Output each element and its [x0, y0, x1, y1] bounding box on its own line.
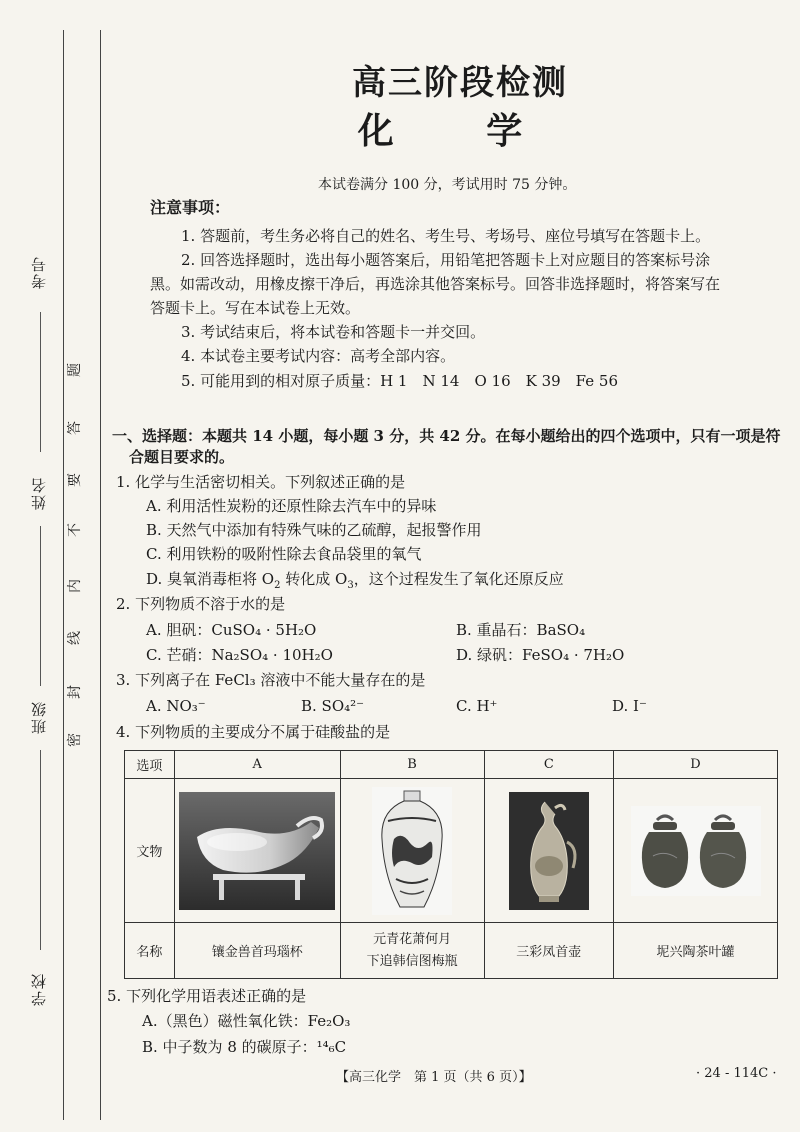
notice-line: 2. 回答选择题时，选出每小题答案后，用铅笔把答题卡上对应题目的答案标号涂 — [181, 251, 711, 269]
q1-option-d-part: D. 臭氧消毒柜将 O — [146, 570, 275, 588]
section-heading-cont: 合题目要求的。 — [129, 448, 235, 466]
row-label-artifact: 文物 — [125, 779, 175, 923]
phoenix-ewer-image — [509, 792, 589, 910]
binding-line-inner — [100, 30, 101, 1120]
subscript: 3 — [347, 580, 354, 591]
notice-line: 1. 答题前，考生务必将自己的姓名、考生号、考场号、座位号填写在答题卡上。 — [181, 227, 711, 245]
table-header-option-c: C — [484, 751, 613, 779]
section-heading: 一、选择题：本题共 14 小题，每小题 3 分，共 42 分。在每小题给出的四个选项中，只有一项是符 — [112, 427, 781, 445]
artifact-name-b: 元青花萧何月 下追韩信图梅瓶 — [340, 923, 484, 979]
meiping-vase-image — [372, 787, 452, 915]
artifact-name-d: 坭兴陶茶叶罐 — [614, 923, 778, 979]
artifact-name-a: 镶金兽首玛瑙杯 — [174, 923, 340, 979]
seal-char: 密 — [67, 733, 83, 747]
q3-option-d: D. I⁻ — [612, 697, 647, 715]
artifact-cell-b — [340, 779, 484, 923]
table-header-label: 选项 — [125, 751, 175, 779]
seal-char: 内 — [67, 579, 83, 593]
label-exam-number: 考号 — [30, 255, 48, 289]
q1-option-a: A. 利用活性炭粉的还原性除去汽车中的异味 — [146, 497, 437, 515]
artifact-cell-c — [484, 779, 613, 923]
question-4-stem: 4. 下列物质的主要成分不属于硅酸盐的是 — [116, 723, 391, 741]
seal-char: 题 — [67, 363, 83, 377]
label-school: 学校 — [30, 972, 48, 1006]
question-2-stem: 2. 下列物质不溶于水的是 — [116, 595, 286, 613]
table-header-option-d: D — [614, 751, 778, 779]
notice-line: 黑。如需改动，用橡皮擦干净后，再选涂其他答案标号。回答非选择题时，将答案写在 — [150, 275, 721, 293]
name-blank — [40, 526, 41, 686]
artifact-cell-d — [614, 779, 778, 923]
notice-line: 5. 可能用到的相对原子质量：H 1 N 14 O 16 K 39 Fe 56 — [181, 372, 618, 390]
q5-option-a: A.（黑色）磁性氧化铁：Fe₂O₃ — [142, 1012, 351, 1030]
q2-option-c: C. 芒硝：Na₂SO₄ · 10H₂O — [146, 646, 333, 664]
page-title: 高三阶段检测 — [352, 63, 568, 103]
seal-char: 不 — [67, 523, 83, 537]
q3-option-b: B. SO₄²⁻ — [301, 697, 365, 715]
notice-line: 4. 本试卷主要考试内容：高考全部内容。 — [181, 347, 456, 365]
subscript: 2 — [274, 580, 281, 591]
notice-heading: 注意事项： — [150, 198, 231, 217]
agate-cup-image — [179, 792, 335, 910]
paper-code: · 24 - 114C · — [696, 1066, 777, 1081]
q5-option-b: B. 中子数为 8 的碳原子：¹⁴₆C — [142, 1038, 347, 1056]
q2-option-d: D. 绿矾：FeSO₄ · 7H₂O — [456, 646, 625, 664]
q3-option-a: A. NO₃⁻ — [146, 697, 206, 715]
q1-option-d-part: 转化成 O — [280, 570, 348, 588]
notice-line: 3. 考试结束后，将本试卷和答题卡一并交回。 — [181, 323, 486, 341]
question-1-stem: 1. 化学与生活密切相关。下列叙述正确的是 — [116, 473, 406, 491]
notice-line: 答题卡上。写在本试卷上无效。 — [150, 299, 361, 317]
page-footer: 【高三化学 第 1 页（共 6 页）】 — [336, 1070, 532, 1085]
exam-intro: 本试卷满分 100 分，考试用时 75 分钟。 — [318, 177, 577, 193]
tea-jars-image — [631, 806, 761, 896]
q1-option-c: C. 利用铁粉的吸附性除去食品袋里的氧气 — [146, 545, 422, 563]
label-class: 班级 — [30, 700, 48, 734]
q2-option-a: A. 胆矾：CuSO₄ · 5H₂O — [146, 621, 317, 639]
artifact-cell-a — [174, 779, 340, 923]
table-header-option-a: A — [174, 751, 340, 779]
q3-option-c: C. H⁺ — [456, 697, 498, 715]
q1-option-b: B. 天然气中添加有特殊气味的乙硫醇，起报警作用 — [146, 521, 482, 539]
seal-char: 答 — [67, 421, 83, 435]
question-5-stem: 5. 下列化学用语表述正确的是 — [107, 987, 307, 1005]
question-3-stem: 3. 下列离子在 FeCl₃ 溶液中不能大量存在的是 — [116, 671, 426, 689]
artifact-table — [124, 750, 778, 979]
q2-option-b: B. 重晶石：BaSO₄ — [456, 621, 586, 639]
artifact-name-c: 三彩凤首壶 — [484, 923, 613, 979]
subject-title: 化 学 — [357, 110, 563, 152]
seal-char: 封 — [67, 685, 83, 699]
class-blank — [40, 750, 41, 950]
q1-option-d-part: ，这个过程发生了氧化还原反应 — [353, 570, 564, 588]
table-header-option-b: B — [340, 751, 484, 779]
row-label-name: 名称 — [125, 923, 175, 979]
seal-char: 要 — [67, 473, 83, 487]
exam-number-blank — [40, 312, 41, 452]
seal-char: 线 — [67, 631, 83, 645]
label-name: 姓名 — [30, 476, 48, 510]
binding-line-outer — [63, 30, 64, 1120]
